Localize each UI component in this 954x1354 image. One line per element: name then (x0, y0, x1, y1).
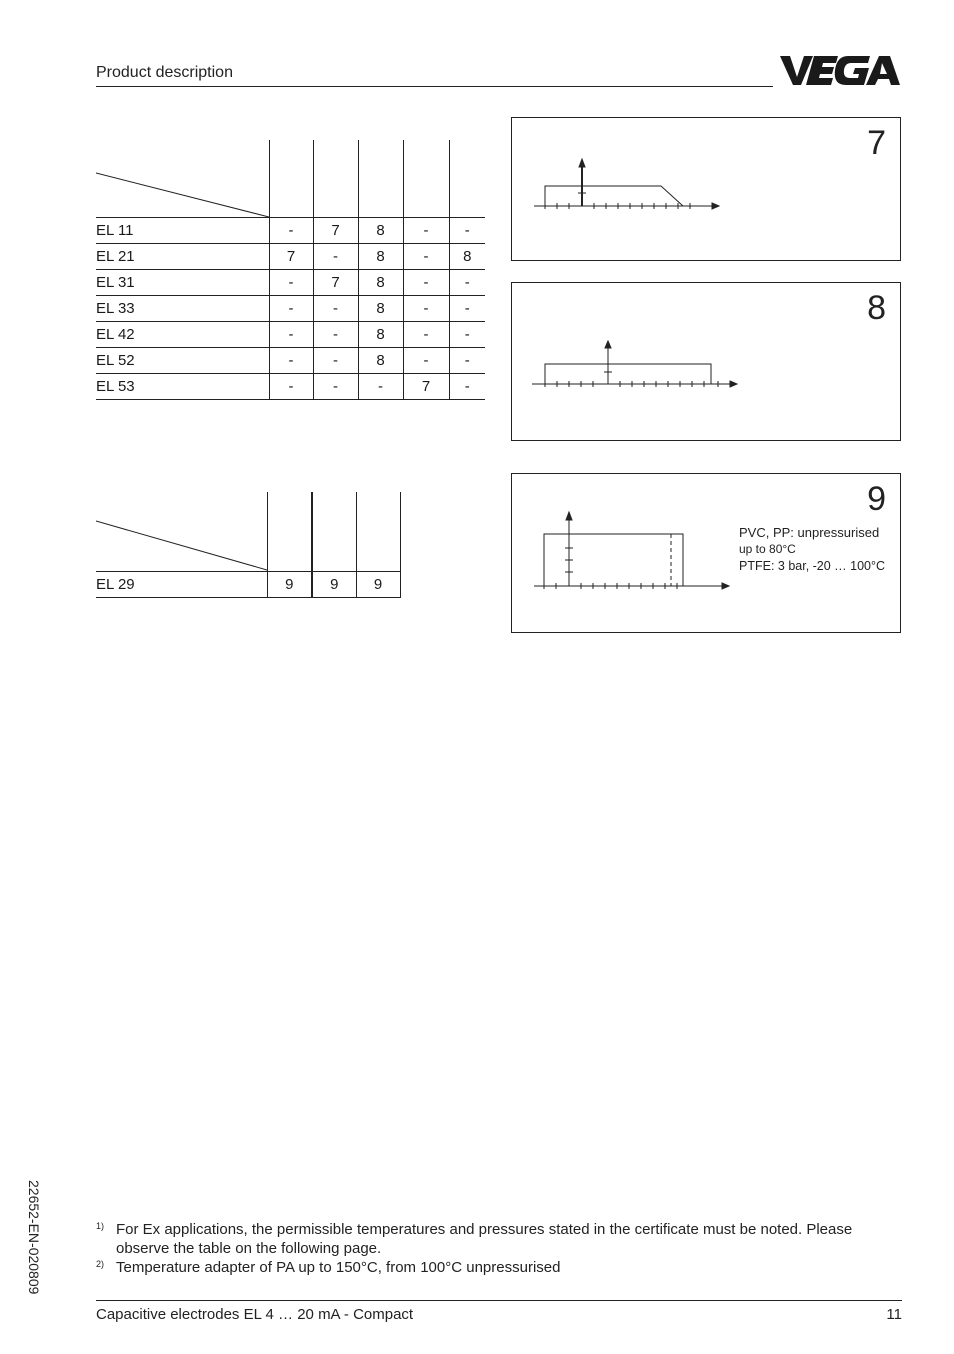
table-cell: - (403, 348, 449, 374)
footnote-text: For Ex applications, the permissible temperatures and pressures stated in the certificate must be noted. Please observe the table on the following page. (116, 1221, 853, 1257)
table-row (96, 296, 485, 322)
table-header-row (96, 492, 400, 572)
table-row (96, 244, 485, 270)
note-line: PVC, PP: unpressurised (739, 525, 880, 540)
table-cell: 9 (356, 572, 400, 598)
table-row (96, 270, 485, 296)
table-cell: - (403, 218, 449, 244)
panel-note (739, 524, 885, 575)
table-cell: 7 (269, 244, 313, 270)
diagram-panel-7 (511, 117, 901, 261)
footnote-2 (96, 1258, 902, 1277)
table-cell: - (449, 374, 485, 400)
column-header (403, 140, 449, 218)
table-cell: - (269, 270, 313, 296)
vega-logo-mark (778, 50, 902, 90)
table-cell: 9 (312, 572, 356, 598)
temperature-pressure-diagram (512, 118, 900, 260)
table-cell: - (449, 322, 485, 348)
vega-logo (778, 50, 902, 95)
table-row (96, 348, 485, 374)
table-cell: 8 (358, 348, 403, 374)
table-cell: - (313, 244, 358, 270)
diagram-panel-9 (511, 473, 901, 633)
table-row (96, 572, 400, 598)
table-cell: 8 (449, 244, 485, 270)
column-header (358, 140, 403, 218)
row-label: EL 52 (96, 348, 269, 374)
diagram-panel-8 (511, 282, 901, 441)
table-cell: - (403, 296, 449, 322)
table-cell: - (313, 296, 358, 322)
document-code: 22652-EN-020809 (26, 1180, 42, 1295)
footer-rule (96, 1300, 902, 1301)
table-cell: 8 (358, 296, 403, 322)
table-row (96, 322, 485, 348)
table-cell: - (269, 348, 313, 374)
electrode-panel-table (96, 140, 485, 400)
footnote-1 (96, 1220, 902, 1258)
table-corner-cell (96, 140, 269, 218)
row-label: EL 21 (96, 244, 269, 270)
footer-title: Capacitive electrodes EL 4 … 20 mA - Compact (96, 1306, 414, 1323)
footnote-mark: 2) (96, 1259, 105, 1269)
table-cell: 7 (403, 374, 449, 400)
table-cell: - (449, 296, 485, 322)
table-cell: - (269, 322, 313, 348)
table-cell: - (449, 348, 485, 374)
table-cell: - (449, 270, 485, 296)
column-header (269, 140, 313, 218)
table-corner-cell (96, 492, 267, 572)
table-cell: - (403, 322, 449, 348)
row-label: EL 42 (96, 322, 269, 348)
row-label: EL 11 (96, 218, 269, 244)
column-header (313, 140, 358, 218)
table-cell: - (313, 348, 358, 374)
row-label: EL 33 (96, 296, 269, 322)
header-rule (96, 86, 773, 87)
table-cell: 7 (313, 270, 358, 296)
note-line: PTFE: 3 bar, -20 … 100°C (739, 559, 886, 573)
footnote-mark: 1) (96, 1221, 105, 1231)
table-cell: 8 (358, 244, 403, 270)
row-label: EL 31 (96, 270, 269, 296)
section-title: Product description (96, 64, 233, 81)
panel-number: 7 (867, 124, 886, 162)
column-header (356, 492, 400, 572)
page-number: 11 (886, 1306, 902, 1323)
table-cell: - (403, 270, 449, 296)
temperature-pressure-diagram (512, 283, 900, 440)
table-cell: 8 (358, 218, 403, 244)
footnote-text: Temperature adapter of PA up to 150°C, from 100°C unpressurised (116, 1259, 561, 1276)
panel-number: 9 (867, 480, 886, 518)
table-cell: - (269, 218, 313, 244)
table-cell: - (269, 296, 313, 322)
row-label: EL 29 (96, 572, 267, 598)
column-header (267, 492, 312, 572)
table-cell: - (313, 322, 358, 348)
el29-table (96, 492, 401, 598)
note-line: up to 80°C (739, 542, 796, 556)
footnotes (96, 1220, 902, 1277)
table-header-row (96, 140, 485, 218)
panel-number: 8 (867, 289, 886, 327)
table-cell: 7 (313, 218, 358, 244)
column-header (312, 492, 356, 572)
table-cell: 8 (358, 322, 403, 348)
table-cell: - (269, 374, 313, 400)
table-cell: - (403, 244, 449, 270)
column-header (449, 140, 485, 218)
table-cell: - (313, 374, 358, 400)
table-row (96, 374, 485, 400)
table-cell: - (358, 374, 403, 400)
table-cell: 9 (267, 572, 312, 598)
table-cell: - (449, 218, 485, 244)
table-cell: 8 (358, 270, 403, 296)
row-label: EL 53 (96, 374, 269, 400)
table-row (96, 218, 485, 244)
